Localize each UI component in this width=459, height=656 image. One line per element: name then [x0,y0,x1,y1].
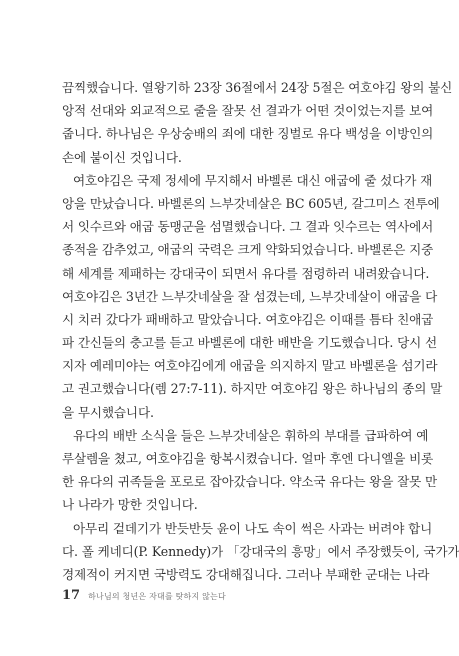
body-line: 앙적 선대와 외교적으로 줄을 잘못 선 결과가 어떤 것이었는지를 보여 [62,103,434,119]
body-line: 손에 붙이신 것입니다. [62,149,182,165]
body-line: 경제적이 커지면 국방력도 강대해집니다. 그러나 부패한 군대는 나라 [62,566,430,582]
body-line: 나 나라가 망한 것입니다. [62,497,198,513]
body-line: 끔찍했습니다. 열왕기하 23장 36절에서 24장 5절은 여호야김 왕의 불신 [62,80,453,95]
body-line: 을 무시했습니다. [62,404,154,420]
paragraph-first-line: 여호야김은 국제 정세에 무지해서 바벨론 대신 애굽에 줄 섰다가 재 [73,172,433,188]
body-line: 파 간신들의 충고를 듣고 바벨론에 대한 배반을 기도했습니다. 당시 선 [62,335,437,351]
body-text [62,76,459,586]
page-footer [62,588,226,604]
body-line: 앙을 만났습니다. 바벨론의 느부갓네살은 BC 605년, 갈그미스 전투에 [62,195,440,211]
body-line: 여호야김은 3년간 느부갓네살을 잘 섬겼는데, 느부갓네살이 애굽을 다 [62,288,438,304]
body-line: 종적을 감추었고, 애굽의 국력은 크게 약화되었습니다. 바벨론은 지중 [62,242,434,258]
running-title: 하나님의 청년은 자대를 탓하지 않는다 [88,592,226,601]
paragraph-first-line: 아무리 겉데기가 반듯반듯 윤이 나도 속이 썩은 사과는 버려야 합니 [73,520,433,536]
body-line: 다. 폴 케네디(P. Kennedy)가 「강대국의 흥망」에서 주장했듯이, 국가가 [62,543,459,559]
body-line: 한 유다의 귀족들을 포로로 잡아갔습니다. 약소국 유다는 왕을 잘못 만 [62,474,437,490]
page-number: 17 [62,588,81,603]
body-line: 줍니다. 하나님은 우상숭배의 죄에 대한 징벌로 유다 백성을 이방인의 [62,126,434,142]
body-line: 지자 예레미야는 여호야김에게 애굽을 의지하지 말고 바벨론을 섬기라 [62,358,438,374]
body-line: 시 치러 갔다가 패배하고 말았습니다. 여호야김은 이때를 틈타 친애굽 [62,311,434,327]
body-line: 해 세계를 제패하는 강대국이 되면서 유다를 점령하러 내려왔습니다. [62,265,430,281]
body-line: 서 잇수르와 애굽 동맹군을 섬멸했습니다. 그 결과 잇수르는 역사에서 [62,219,434,235]
body-line: 루살렘을 쳤고, 여호야김을 항복시켰습니다. 얼마 후엔 다니엘을 비롯 [62,451,434,466]
body-line: 고 권고했습니다(렘 27:7-11). 하지만 여호야김 왕은 하나님의 종의 말 [62,381,443,397]
paragraph-first-line: 유다의 배반 소식을 들은 느부갓네살은 휘하의 부대를 급파하여 예 [73,427,429,443]
